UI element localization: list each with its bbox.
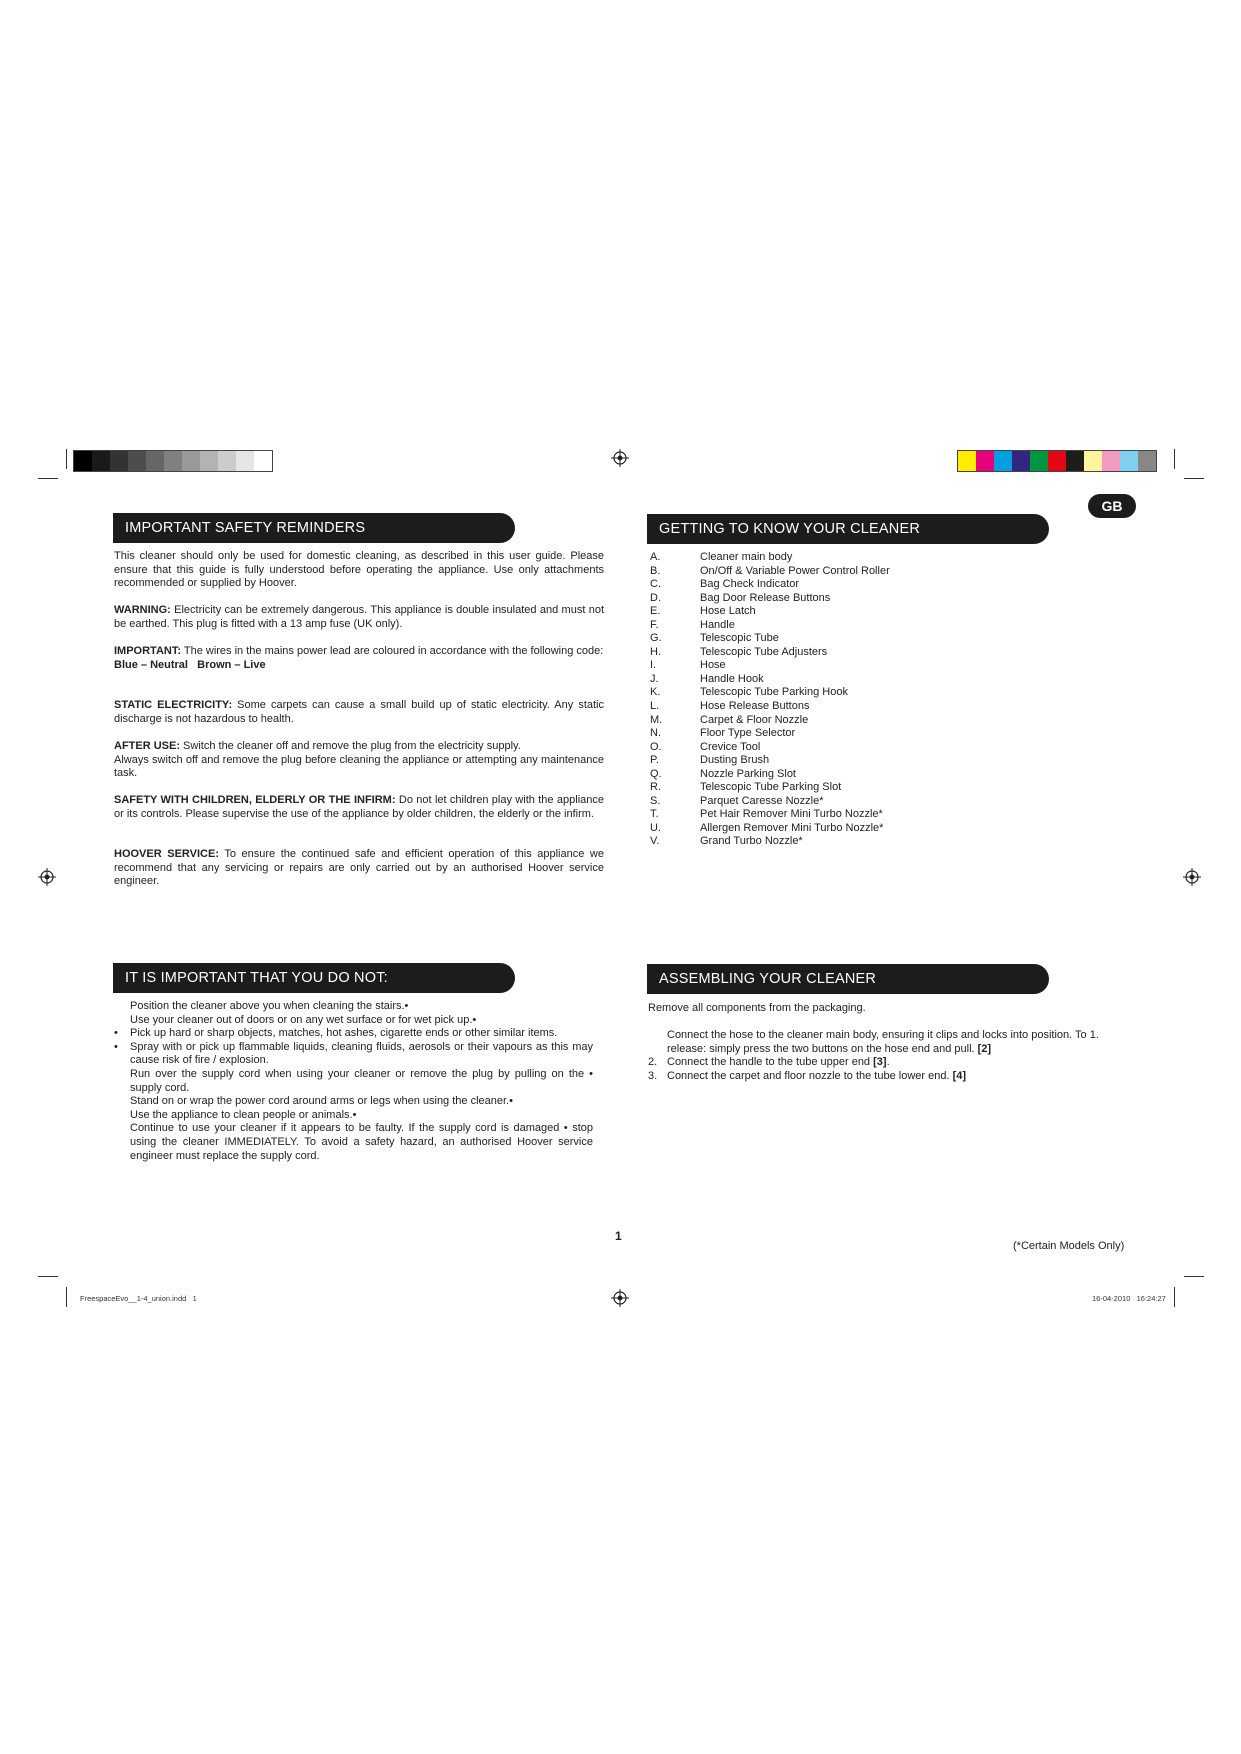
do-not-item-text: Pick up hard or sharp objects, matches, hot ashes, cigarette ends or other similar items. — [130, 1027, 558, 1040]
page-number: 1 — [615, 1229, 622, 1243]
static-paragraph — [114, 699, 604, 726]
assembling-step-3 — [648, 1070, 1128, 1084]
part-name: Grand Turbo Nozzle* — [700, 835, 803, 848]
do-not-item-text: Use your cleaner out of doors or on any wet surface or for wet pick up.• — [130, 1013, 477, 1026]
color-swatch-2 — [994, 451, 1012, 471]
color-swatch-3 — [1012, 451, 1030, 471]
assembling-step-2 — [648, 1056, 1128, 1070]
step-3-ref: [4] — [952, 1070, 967, 1082]
do-not-item — [114, 1040, 593, 1068]
crop-mark-top-right-v — [1174, 449, 1175, 469]
part-letter: M. — [650, 713, 663, 726]
wire-code: Blue – Neutral Brown – Live — [114, 658, 266, 671]
part-name: Telescopic Tube Adjusters — [700, 645, 828, 658]
crop-mark-top-right-h — [1184, 478, 1204, 479]
assembling-section-title: ASSEMBLING YOUR CLEANER — [647, 964, 1049, 994]
do-not-item — [130, 1068, 593, 1095]
part-row — [650, 835, 890, 849]
part-row — [650, 551, 890, 565]
color-swatch-7 — [1084, 451, 1102, 471]
part-row — [650, 592, 890, 606]
do-not-item-text: Use the appliance to clean people or animals.• — [130, 1108, 357, 1121]
gray-swatch-10 — [254, 451, 272, 471]
part-letter: H. — [650, 645, 661, 658]
step-1-text-2: release: simply press the two buttons on the hose end and pull. — [667, 1042, 978, 1055]
gray-swatch-5 — [164, 451, 182, 471]
service-paragraph — [114, 848, 604, 889]
gray-swatch-6 — [182, 451, 200, 471]
do-not-item-text: Stand on or wrap the power cord around arms or legs when using the cleaner.• — [130, 1095, 513, 1108]
part-name: Parquet Caresse Nozzle* — [700, 794, 824, 807]
part-row — [650, 700, 890, 714]
bullet: • — [114, 1027, 118, 1040]
part-letter: T. — [650, 808, 659, 821]
part-letter: A. — [650, 551, 661, 563]
step-2-ref: [3] — [873, 1056, 887, 1068]
color-swatch-5 — [1048, 451, 1066, 471]
step-2-number: 2. — [648, 1056, 658, 1068]
part-letter: Q. — [650, 767, 662, 780]
crop-mark-bottom-left-h — [38, 1276, 58, 1277]
after-use-text: Switch the cleaner off and remove the plug from the electricity supply. — [180, 740, 521, 752]
do-not-item-text: Position the cleaner above you when cleaning the stairs.• — [130, 1000, 409, 1012]
step-3-number: 3. — [648, 1070, 658, 1082]
color-swatch-4 — [1030, 451, 1048, 471]
crop-mark-top-left-h — [38, 478, 58, 479]
after-use-paragraph — [114, 740, 604, 781]
part-name: Bag Door Release Buttons — [700, 591, 831, 604]
service-label: HOOVER SERVICE: — [114, 848, 219, 860]
part-letter: E. — [650, 605, 661, 618]
part-letter: J. — [650, 672, 659, 685]
do-not-item-text: Spray with or pick up flammable liquids, cleaning fluids, aerosols or their vapours as this may cause risk of fire / explosion. — [130, 1040, 593, 1067]
gray-swatch-3 — [128, 451, 146, 471]
warning-paragraph — [114, 604, 604, 631]
part-name: Handle — [700, 618, 735, 631]
part-name: Floor Type Selector — [700, 727, 796, 740]
warning-text: Electricity can be extremely dangerous. This appliance is double insulated and must not be earthed. This plug is fitted with a 13 amp fuse (UK only). — [114, 604, 604, 630]
part-letter: C. — [650, 578, 661, 591]
part-name: Hose Latch — [700, 605, 756, 618]
part-row — [650, 727, 890, 741]
do-not-item — [130, 1014, 593, 1028]
part-letter: K. — [650, 686, 661, 699]
gray-swatch-0 — [74, 451, 92, 471]
part-letter: U. — [650, 821, 661, 834]
registration-mark-right-icon — [1183, 868, 1201, 886]
part-row — [650, 565, 890, 579]
important-label: IMPORTANT: — [114, 645, 182, 657]
step-2-end: . — [886, 1056, 890, 1068]
part-row — [650, 619, 890, 633]
part-row — [650, 754, 890, 768]
do-not-item — [130, 1122, 593, 1163]
part-letter: V. — [650, 835, 660, 848]
part-letter: F. — [650, 618, 659, 631]
parts-list — [650, 551, 890, 849]
gray-swatch-1 — [92, 451, 110, 471]
registration-mark-bottom-icon — [611, 1289, 629, 1307]
gray-swatch-4 — [146, 451, 164, 471]
part-row — [650, 795, 890, 809]
part-name: Handle Hook — [700, 672, 764, 685]
do-not-item — [114, 1027, 593, 1041]
color-swatch-8 — [1102, 451, 1120, 471]
part-row — [650, 673, 890, 687]
after-use-text-2: Always switch off and remove the plug before cleaning the appliance or attempting any maintenance task. — [114, 753, 604, 780]
part-row — [650, 659, 890, 673]
gray-swatch-8 — [218, 451, 236, 471]
important-paragraph — [114, 645, 604, 672]
part-name: Pet Hair Remover Mini Turbo Nozzle* — [700, 808, 883, 821]
color-swatch-9 — [1120, 451, 1138, 471]
safety-intro: This cleaner should only be used for domestic cleaning, as described in this user guide. Please ensure that this guide is fully understood before operating the appliance. Use only attachments recommended or supplied by Hoover. — [114, 550, 604, 590]
part-row — [650, 686, 890, 700]
step-1-text: Connect the hose to the cleaner main body, ensuring it clips and locks into position. To 1. — [667, 1029, 1099, 1041]
part-letter: D. — [650, 591, 661, 604]
part-letter: N. — [650, 727, 661, 740]
color-swatch-10 — [1138, 451, 1156, 471]
crop-mark-top-left-v — [66, 449, 67, 469]
part-row — [650, 741, 890, 755]
part-name: Nozzle Parking Slot — [700, 767, 796, 780]
static-label: STATIC ELECTRICITY: — [114, 699, 233, 711]
color-swatch-6 — [1066, 451, 1084, 471]
part-row — [650, 781, 890, 795]
part-letter: R. — [650, 781, 661, 794]
registration-mark-top-icon — [611, 449, 629, 467]
part-letter: I. — [650, 659, 657, 672]
part-name: On/Off & Variable Power Control Roller — [700, 564, 890, 577]
crop-mark-bottom-right-v — [1174, 1287, 1175, 1307]
do-not-section-title: IT IS IMPORTANT THAT YOU DO NOT: — [113, 963, 515, 993]
step-1-ref: [2] — [977, 1042, 992, 1055]
bullet: • — [114, 1040, 118, 1053]
part-name: Cleaner main body — [700, 551, 793, 563]
process-color-bar — [957, 450, 1157, 472]
part-name: Carpet & Floor Nozzle — [700, 713, 809, 726]
children-paragraph — [114, 794, 604, 821]
color-swatch-1 — [976, 451, 994, 471]
gray-swatch-2 — [110, 451, 128, 471]
after-use-label: AFTER USE: — [114, 740, 180, 752]
part-row — [650, 605, 890, 619]
gray-swatch-7 — [200, 451, 218, 471]
part-name: Crevice Tool — [700, 740, 761, 753]
know-section-title: GETTING TO KNOW YOUR CLEANER — [647, 514, 1049, 544]
important-text: The wires in the mains power lead are coloured in accordance with the following code: — [181, 645, 604, 657]
children-label: SAFETY WITH CHILDREN, ELDERLY OR THE INFIRM: — [114, 794, 396, 806]
children-text: Do not let children play with the appliance or its controls. Please supervise the use of the appliance by older children, the elderly or the infirm. — [114, 794, 604, 820]
step-2-text: Connect the handle to the tube upper end — [667, 1056, 874, 1068]
part-name: Bag Check Indicator — [700, 578, 800, 591]
certain-models-note: (*Certain Models Only) — [1013, 1240, 1125, 1252]
part-letter: O. — [650, 740, 662, 753]
part-row — [650, 808, 890, 822]
part-name: Telescopic Tube — [700, 632, 779, 645]
slug-datetime: 16-04-2010 16:24:27 — [1092, 1294, 1166, 1303]
do-not-item-text: Continue to use your cleaner if it appears to be faulty. If the supply cord is damaged • stop using the cleaner IMMEDIATELY. To avoid a safety hazard, an authorised Hoover service engineer must replace the supply cord. — [130, 1122, 593, 1162]
color-swatch-0 — [958, 451, 976, 471]
warning-label: WARNING: — [114, 604, 171, 616]
gray-swatch-9 — [236, 451, 254, 471]
do-not-item — [130, 1095, 593, 1109]
assembling-intro: Remove all components from the packaging. — [648, 1002, 866, 1014]
part-row — [650, 714, 890, 728]
part-letter: L. — [650, 700, 660, 713]
step-3-text: Connect the carpet and floor nozzle to the tube lower end. — [667, 1070, 953, 1082]
part-name: Allergen Remover Mini Turbo Nozzle* — [700, 821, 884, 834]
language-badge: GB — [1088, 494, 1136, 518]
part-row — [650, 632, 890, 646]
part-row — [650, 822, 890, 836]
assembling-step-1 — [667, 1029, 1147, 1056]
part-name: Dusting Brush — [700, 754, 770, 767]
part-row — [650, 578, 890, 592]
part-name: Hose Release Buttons — [700, 700, 810, 713]
slug-filename: FreespaceEvo__1-4_union.indd 1 — [80, 1294, 197, 1303]
part-letter: B. — [650, 564, 661, 577]
do-not-item — [130, 1109, 593, 1123]
part-name: Telescopic Tube Parking Slot — [700, 781, 842, 794]
service-text: To ensure the continued safe and efficient operation of this appliance we recommend that any servicing or repairs are only carried out by an authorised Hoover service engineer. — [114, 848, 604, 888]
safety-section-title: IMPORTANT SAFETY REMINDERS — [113, 513, 515, 543]
part-row — [650, 768, 890, 782]
crop-mark-bottom-right-h — [1184, 1276, 1204, 1277]
do-not-list — [114, 1000, 593, 1163]
part-name: Telescopic Tube Parking Hook — [700, 686, 848, 699]
part-name: Hose — [700, 659, 726, 672]
do-not-item — [130, 1000, 593, 1014]
part-letter: P. — [650, 754, 659, 767]
do-not-item-text: Run over the supply cord when using your cleaner or remove the plug by pulling on the • supply cord. — [130, 1067, 593, 1094]
part-letter: S. — [650, 794, 661, 807]
grayscale-color-bar — [73, 450, 273, 472]
crop-mark-bottom-left-v — [66, 1287, 67, 1307]
registration-mark-left-icon — [38, 868, 56, 886]
static-text: Some carpets can cause a small build up of static electricity. Any static discharge is not hazardous to health. — [114, 699, 604, 725]
part-letter: G. — [650, 632, 662, 645]
part-row — [650, 646, 890, 660]
